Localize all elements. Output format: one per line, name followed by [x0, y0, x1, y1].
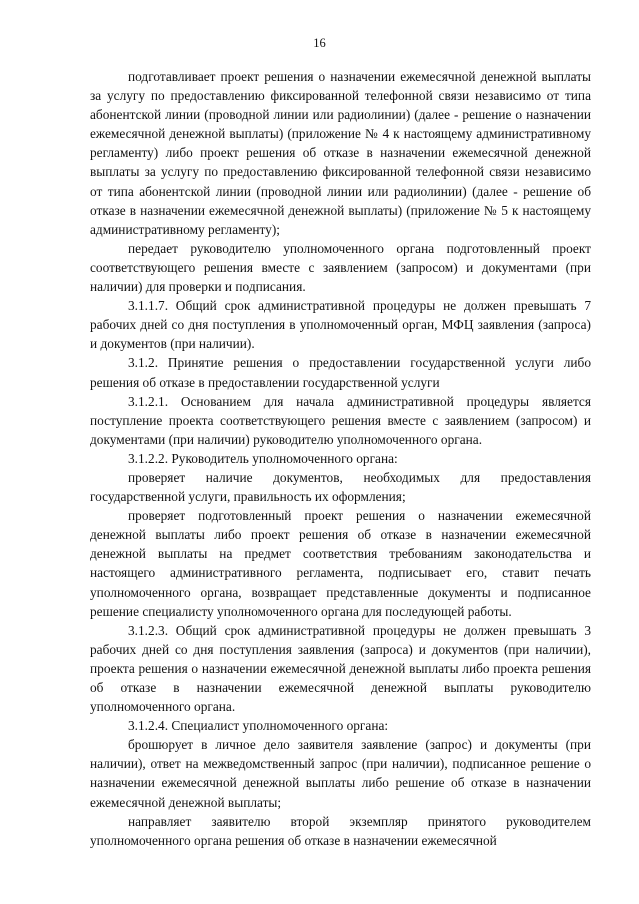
paragraph-3-1-1-7: 3.1.1.7. Общий срок административной процедуры не должен превышать 7 рабочих дней со дня поступления в уполномоченный орган, МФЦ заявления (запроса) и документов (при наличии). [90, 298, 591, 352]
paragraph-send-decision: направляет заявителю второй экземпляр принятого руководителем уполномоченного органа решения об отказе в назначении ежемесячной [90, 813, 591, 848]
paragraph-check-decision-draft: проверяет подготовленный проект решения о назначении ежемесячной денежной выплаты либо проект решения об отказе в назначении ежемесячной денежной выплаты на предмет соответствия требованиям законодательства и настоящего административного регламента, подписывает его, ставит печать уполномоченного органа, возвращает представленные документы и подписанное решение специалисту уполномоченного органа для последующей работы. [90, 508, 591, 619]
paragraph-3-1-2-2: 3.1.2.2. Руководитель уполномоченного органа: [128, 450, 398, 466]
paragraph-3-1-2-4: 3.1.2.4. Специалист уполномоченного органа: [128, 718, 389, 734]
paragraph-file-documents: брошюрует в личное дело заявителя заявление (запрос) и документы (при наличии), ответ на межведомственный запрос (при наличии), подписанное решение о назначении ежемесячной денежной выплаты либо решение об отказе в назначении ежемесячной денежной выплаты; [90, 737, 591, 810]
document-body [90, 67, 591, 850]
paragraph-prepare-decision-draft: подготавливает проект решения о назначении ежемесячной денежной выплаты за услугу по предоставлению фиксированной телефонной связи независимо от типа абонентской линии (проводной линии или радиолинии) (далее - решение о назначении ежемесячной денежной выплаты) (приложение № 4 к настоящему административному регламенту) либо проект решения об отказе в назначении ежемесячной денежной выплаты за услугу по предоставлению фиксированной телефонной связи независимо от типа абонентской линии (проводной линии или радиолинии) (далее - решение об отказе в назначении ежемесячной денежной выплаты) (приложение № 5 к настоящему административному регламенту); [90, 69, 591, 237]
paragraph-check-documents: проверяет наличие документов, необходимых для предоставления государственной услуги, правильность их оформления; [90, 469, 591, 505]
paragraph-3-1-2-3: 3.1.2.3. Общий срок административной процедуры не должен превышать 3 рабочих дней со дня поступления заявления (запроса) и документов (при наличии), проекта решения о назначении ежемесячной денежной выплаты либо проекта решения об отказе в назначении ежемесячной денежной выплаты руководителю уполномоченного органа. [90, 622, 591, 715]
paragraph-3-1-2-1: 3.1.2.1. Основанием для начала административной процедуры является поступление проекта соответствующего решения вместе с заявлением (запросом) и документами (при наличии) руководителю уполномоченного органа. [90, 393, 591, 447]
paragraph-transfer-to-head: передает руководителю уполномоченного органа подготовленный проект соответствующего решения вместе с заявлением (запросом) и документами (при наличии) для проверки и подписания. [90, 240, 591, 295]
page-number: 16 [313, 36, 326, 50]
section-heading-3-1-2: 3.1.2. Принятие решения о предоставлении государственной услуги либо решения об отказе в предоставлении государственной услуги [90, 355, 591, 390]
